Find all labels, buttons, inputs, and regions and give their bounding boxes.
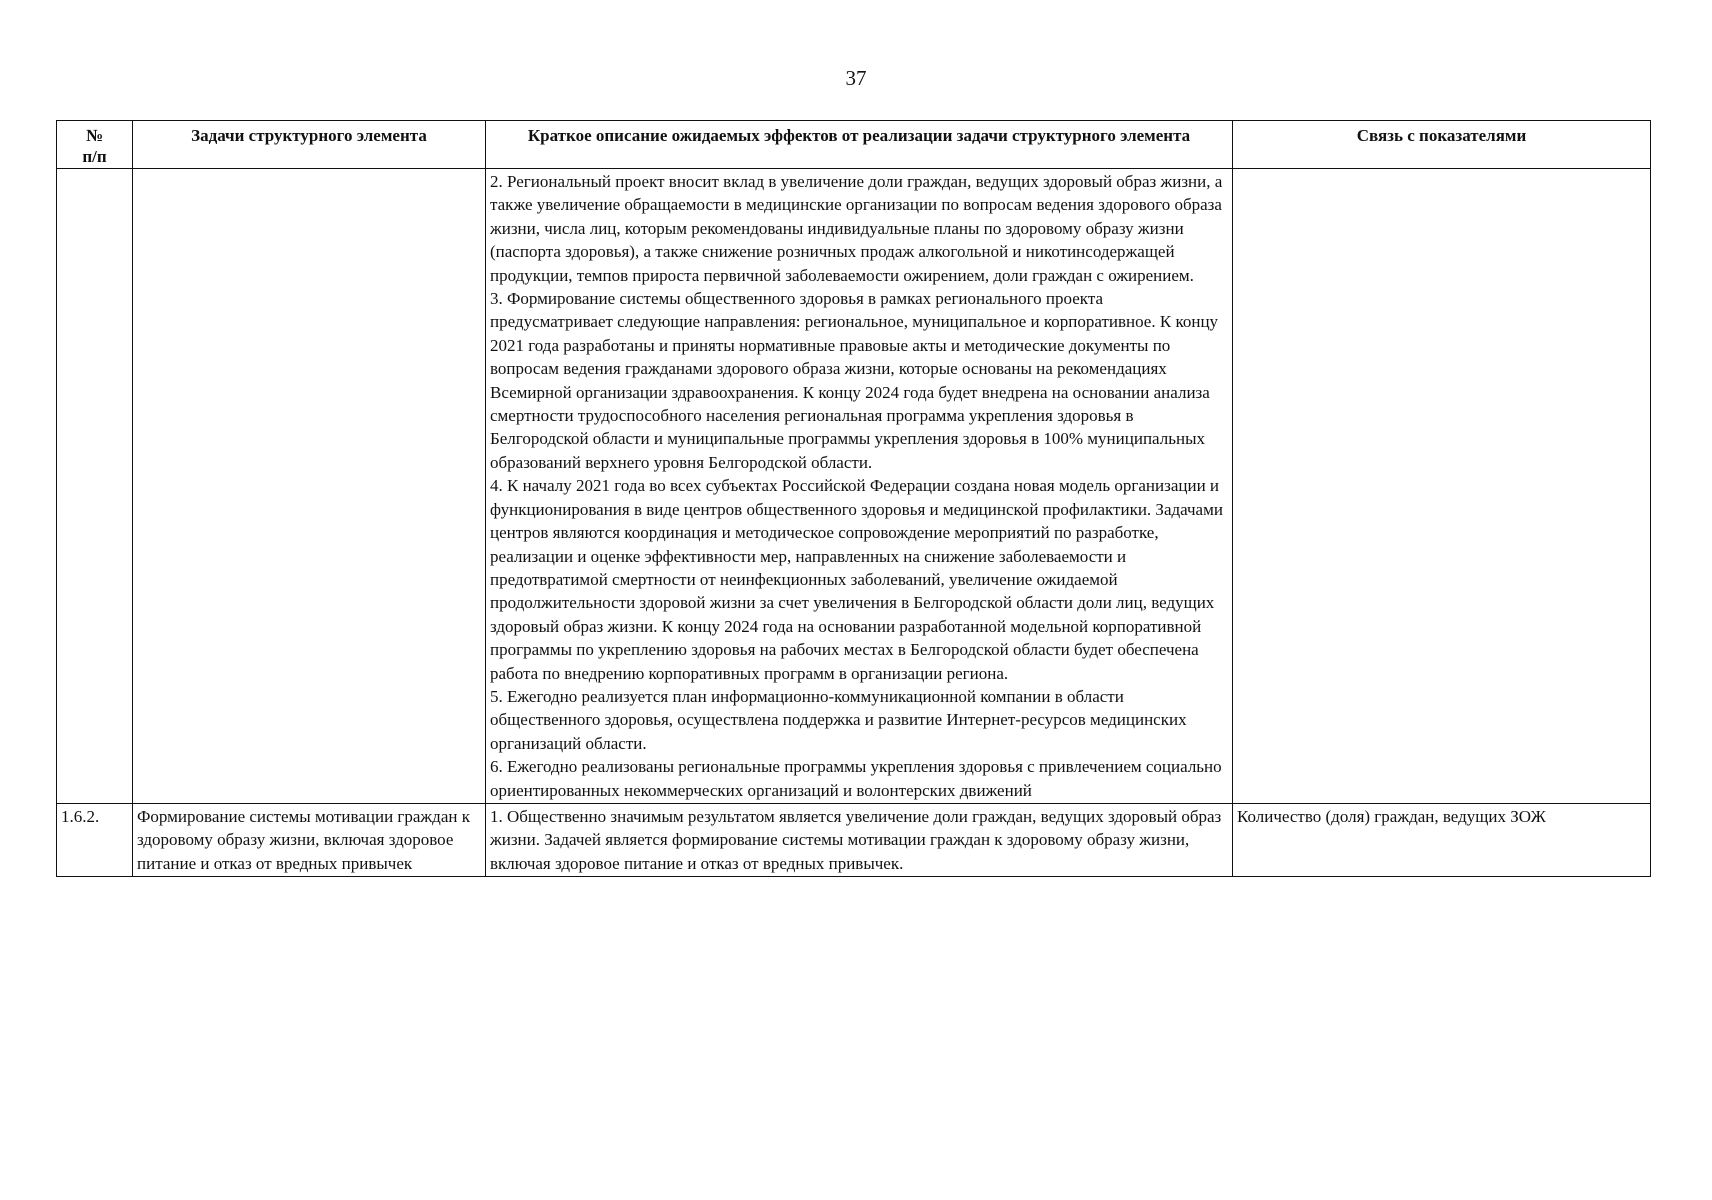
header-tasks: Задачи структурного элемента bbox=[133, 121, 486, 169]
description-paragraph: 4. К началу 2021 года во всех субъектах Российской Федерации создана новая модель организации и функционирования в виде центров общественного здоровья и медицинской профилактики. Задачами центров являются координация и методическое сопровождение мероприятий по разработке, реализации и оценке эффективности мер, направленных на снижение заболеваемости и предотвратимой смертности от неинфекционных заболеваний, увеличение ожидаемой продолжительности здоровой жизни за счет увеличения в Белгородской области доли лиц, ведущих здоровый образ жизни. К концу 2024 года на основании разработанной модельной корпоративной программы по укреплению здоровья на рабочих местах в Белгородской области будет обеспечена работа по внедрению корпоративных программ в организации региона. bbox=[490, 476, 1223, 683]
header-indicators: Связь с показателями bbox=[1233, 121, 1651, 169]
table-row bbox=[57, 169, 1651, 804]
cell-number: 1.6.2. bbox=[57, 803, 133, 876]
header-number: № п/п bbox=[57, 121, 133, 169]
cell-indicator: Количество (доля) граждан, ведущих ЗОЖ bbox=[1233, 803, 1651, 876]
page-number: 37 bbox=[845, 66, 867, 90]
cell-task: Формирование системы мотивации граждан к здоровому образу жизни, включая здоровое питание и отказ от вредных привычек bbox=[133, 803, 486, 876]
description-paragraph: 6. Ежегодно реализованы региональные программы укрепления здоровья с привлечением социально ориентированных некоммерческих организаций и волонтерских движений bbox=[490, 757, 1222, 800]
cell-number bbox=[57, 169, 133, 804]
cell-description bbox=[486, 169, 1233, 804]
table-row bbox=[57, 803, 1651, 876]
description-paragraph: 2. Региональный проект вносит вклад в увеличение доли граждан, ведущих здоровый образ жизни, а также увеличение обращаемости в медицинские организации по вопросам ведения здорового образа жизни, числа лиц, которым рекомендованы индивидуальные планы по здоровому образу жизни (паспорта здоровья), а также снижение розничных продаж алкогольной и никотинсодержащей продукции, темпов прироста первичной заболеваемости ожирением, доли граждан с ожирением. bbox=[490, 172, 1223, 285]
description-paragraph: 1. Общественно значимым результатом является увеличение доли граждан, ведущих здоровый образ жизни. Задачей является формирование системы мотивации граждан к здоровому образу жизни, включая здоровое питание и отказ от вредных привычек. bbox=[490, 806, 1222, 873]
cell-indicator bbox=[1233, 169, 1651, 804]
tasks-table bbox=[56, 120, 1651, 877]
description-paragraph: 3. Формирование системы общественного здоровья в рамках регионального проекта предусматривает следующие направления: региональное, муниципальное и корпоративное. К концу 2021 года разработаны и приняты нормативные правовые акты и методические документы по вопросам ведения гражданами здорового образа жизни, которые основаны на рекомендациях Всемирной организации здравоохранения. К концу 2024 года будет внедрена на основании анализа смертности трудоспособного населения региональная программа укрепления здоровья в Белгородской области и муниципальные программы укрепления здоровья в 100% муниципальных образований верхнего уровня Белгородской области. bbox=[490, 289, 1219, 472]
cell-task bbox=[133, 169, 486, 804]
cell-description bbox=[486, 803, 1233, 876]
table-header-row bbox=[57, 121, 1651, 169]
description-paragraph: 5. Ежегодно реализуется план информационно-коммуникационной компании в области общественного здоровья, осуществлена поддержка и развитие Интернет-ресурсов медицинских организаций области. bbox=[490, 686, 1187, 753]
header-description: Краткое описание ожидаемых эффектов от реализации задачи структурного элемента bbox=[486, 121, 1233, 169]
